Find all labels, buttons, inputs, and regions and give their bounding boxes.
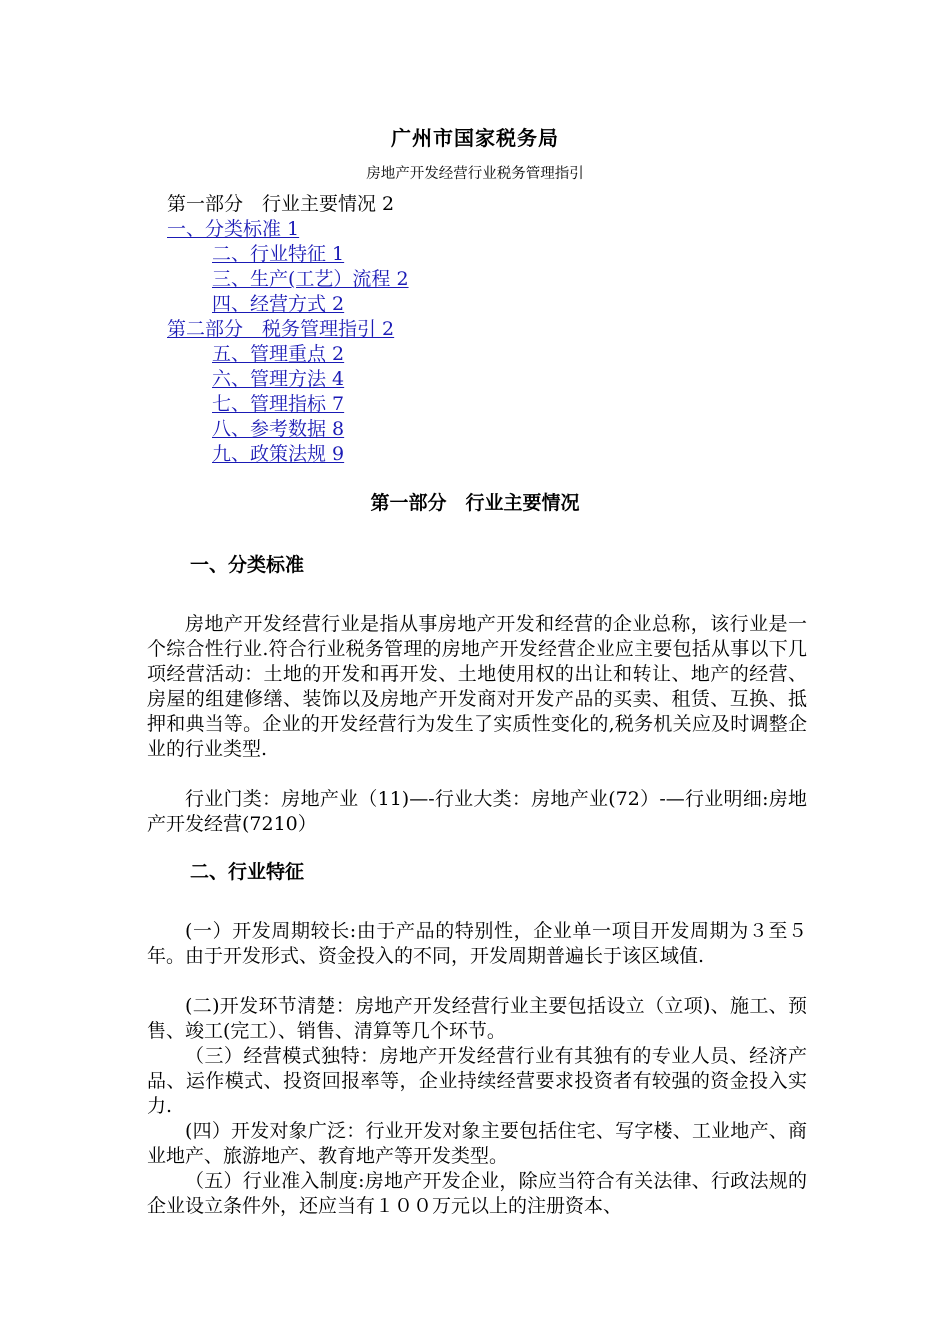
toc-link[interactable]: 四、经营方式 2 <box>212 293 345 315</box>
part-one-heading: 第一部分 行业主要情况 <box>370 492 580 514</box>
document-subtitle: 房地产开发经营行业税务管理指引 <box>366 166 584 182</box>
feature-item-4: (四）开发对象广泛：行业开发对象主要包括住宅、写字楼、工业地产、商业地产、旅游地产、教育地产等开发类型。 <box>147 1120 807 1167</box>
feature-item-3: （三）经营模式独特：房地产开发经营行业有其独有的专业人员、经济产品、运作模式、投资回报率等，企业持续经营要求投资者有较强的资金投入实力. <box>147 1045 807 1117</box>
toc-link[interactable]: 八、参考数据 8 <box>212 418 345 440</box>
section-one-heading: 一、分类标准 <box>190 554 305 576</box>
section-one-paragraph: 房地产开发经营行业是指从事房地产开发和经营的企业总称，该行业是一个综合性行业.符合行业税务管理的房地产开发经营企业应主要包括从事以下几项经营活动：土地的开发和再开发、土地使用权的出让和转让、地产的经营、房屋的组建修缮、装饰以及房地产开发商对开发产品的买卖、租赁、互换、抵押和典当等。企业的开发经营行为发生了实质性变化的,税务机关应及时调整企业的行业类型. <box>147 613 807 760</box>
toc-link[interactable]: 五、管理重点 2 <box>212 343 345 365</box>
feature-item-1: (一）开发周期较长:由于产品的特别性，企业单一项目开发周期为３至５年。由于开发形式、资金投入的不同，开发周期普遍长于该区域值. <box>147 920 807 967</box>
toc-item-methods[interactable] <box>167 367 409 392</box>
toc-part-one: 第一部分 行业主要情况 2 <box>167 193 395 215</box>
document-title: 广州市国家税务局 <box>391 126 559 150</box>
table-of-contents <box>167 192 409 467</box>
toc-item-regulations[interactable] <box>167 442 409 467</box>
toc-link[interactable]: 二、行业特征 1 <box>212 243 345 265</box>
toc-link[interactable]: 第二部分 税务管理指引 2 <box>167 318 395 340</box>
toc-link[interactable]: 一、分类标准 1 <box>167 218 300 240</box>
toc-link[interactable]: 九、政策法规 9 <box>212 443 345 465</box>
toc-item-classification[interactable] <box>167 217 409 242</box>
feature-item-2: (二)开发环节清楚：房地产开发经营行业主要包括设立（立项)、施工、预售、竣工(完工）、销售、清算等几个环节。 <box>147 995 807 1042</box>
toc-item-reference-data[interactable] <box>167 417 409 442</box>
toc-link[interactable]: 三、生产(工艺）流程 2 <box>212 268 409 290</box>
toc-item-process[interactable] <box>167 267 409 292</box>
toc-item-indicators[interactable] <box>167 392 409 417</box>
industry-classification-paragraph: 行业门类：房地产业（11)—-行业大类：房地产业(72）-—行业明细:房地产开发经营(7210） <box>147 788 807 835</box>
toc-item-business-mode[interactable] <box>167 292 409 317</box>
toc-item-part-two[interactable] <box>167 317 409 342</box>
section-two-heading: 二、行业特征 <box>190 861 305 883</box>
toc-item-key-points[interactable] <box>167 342 409 367</box>
feature-item-5: （五）行业准入制度:房地产开发企业，除应当符合有关法律、行政法规的企业设立条件外，还应当有１００万元以上的注册资本、 <box>147 1170 807 1217</box>
toc-link[interactable]: 六、管理方法 4 <box>212 368 345 390</box>
toc-link[interactable]: 七、管理指标 7 <box>212 393 345 415</box>
toc-item-features[interactable] <box>167 242 409 267</box>
